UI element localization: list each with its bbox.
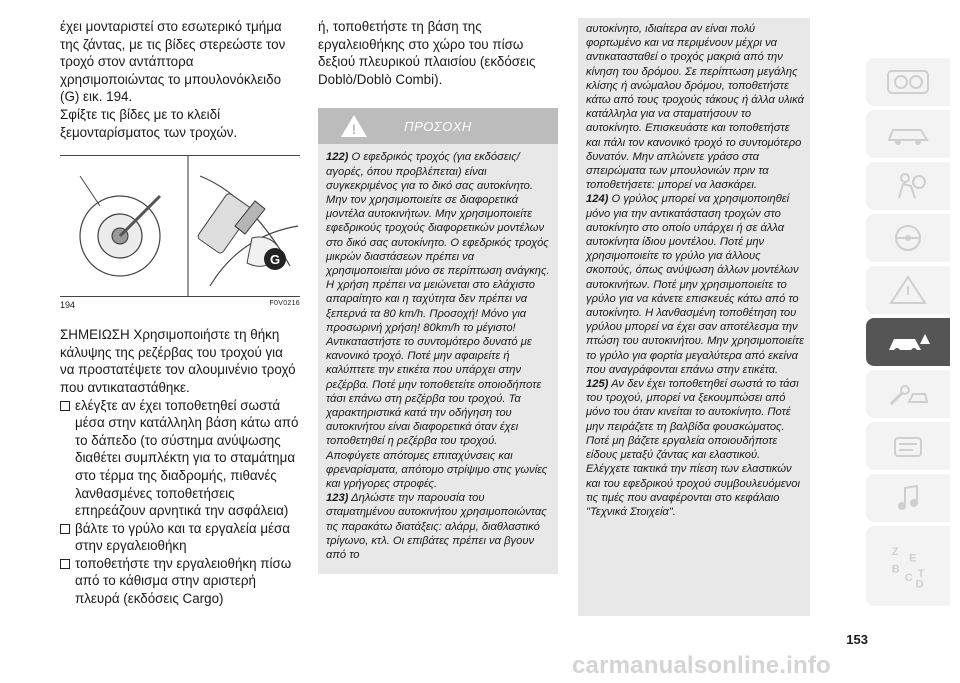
svg-text:C: C: [904, 572, 913, 585]
warning-triangle-icon: [340, 114, 368, 138]
tab-car[interactable]: [866, 110, 950, 158]
warning-header: [318, 108, 558, 144]
wheel-illustration: [60, 156, 300, 296]
tab-driving[interactable]: [866, 214, 950, 262]
figure-label-g: G: [269, 252, 281, 268]
warning-triangle-icon: [885, 274, 931, 306]
body-paragraph: ή, τοποθετήστε τη βάση της εργαλειοθήκης στο χώρο του πίσω δεξιού πλευρικού πλαισίου (εκδόσεις Doblò/Doblò Combi).: [318, 19, 536, 87]
tab-safety[interactable]: [866, 162, 950, 210]
breakdown-car-icon: [885, 326, 931, 358]
page-number: 153: [846, 632, 868, 647]
column-2: [318, 18, 558, 574]
warning-title: ΠΡΟΣΟΧΗ: [404, 118, 472, 134]
steering-wheel-icon: [885, 222, 931, 254]
bullet-text: βάλτε το γρύλο και τα εργαλεία μέσα στην εργαλειοθήκη: [75, 520, 291, 554]
svg-text:!: !: [351, 121, 357, 138]
wrench-car-icon: [885, 378, 931, 410]
warning-124: 124) Ο γρύλος μπορεί να χρησιμοποιηθεί μόνο για την αντικατάσταση τροχών στο αυτοκίνητο στο οποίο υπάρχει ή σε άλλα αυτοκίνητα ίδιου μοντέλου. Ποτέ μην χρησιμοποιείτε το γρύλο για άλλους σκοπούς, όπως ανύψωση άλλων μοντέλων αυτοκινήτων. Ποτέ μην χρησιμοποιείτε το γρύλο για να κάνετε επισκευές κάτω από το αυτοκίνητο. Η λανθασμένη τοποθέτηση του γρύλου μπορεί να έχει σαν αποτέλεσμα την πτώση του αυτοκινήτου. Μην χρησιμοποιείτε το γρύλο για φορτία μεγαλύτερα από εκείνα που αναγράφονται επάνω στην ετικέτα.: [586, 193, 805, 376]
tab-warning-lights[interactable]: [866, 266, 950, 314]
svg-text:D: D: [915, 578, 924, 591]
tab-technical-data[interactable]: [866, 422, 950, 470]
tab-dashboard[interactable]: [866, 58, 950, 106]
figure-code: F0V0216: [269, 300, 300, 308]
airbag-person-icon: [885, 170, 931, 202]
bullet-text: ελέγξτε αν έχει τοποθετηθεί σωστά μέσα στην κατάλληλη βάση κάτω από το δάπεδο (το σύστημα ανύψωσης διαθέτει συμπλέκτη για το σταμάτημα στο τέρμα της διαδρομής, πιθανές λανθασμένες τοποθετήσεις επηρεάζουν αρνητικά την ασφάλεια): [75, 397, 299, 519]
body-paragraph: Σφίξτε τις βίδες με το κλειδί ξεμονταρίσματος των τροχών.: [60, 106, 238, 140]
tab-maintenance[interactable]: [866, 370, 950, 418]
checkbox-bullet-icon: [60, 401, 70, 411]
watermark: carmanualsonline.info: [572, 652, 831, 679]
svg-text:B: B: [891, 563, 900, 576]
bullet-item: [60, 397, 300, 520]
body-paragraph: έχει μονταριστεί στο εσωτερικό τμήμα της ζάντας, με τις βίδες στερεώστε τον τροχό στον αντάπτορα χρησιμοποιώντας το μπουλονόκλειδο (G) εικ. 194.: [60, 19, 286, 105]
warning-122: 122) Ο εφεδρικός τροχός (για εκδόσεις/αγορές, όπου προβλέπεται) είναι συγκεκριμένος για το δικό σας αυτοκίνητο. Μην τον χρησιμοποιείτε σε διαφορετικά μοντέλα αυτοκινήτων. Μην χρησιμοποιείτε εφεδρικούς τροχούς διαφορετικών μοντέλων στο δικό σας αυτοκίνητο. Ο εφεδρικός τροχός μικρών διαστάσεων πρέπει να χρησιμοποιείται μόνο σε περίπτωση ανάγκης. Η χρήση πρέπει να μειώνεται στο ελάχιστο απαραίτητο και η ταχύτητα δεν πρέπει να ξεπερνά τα 80 km/h. Προσοχή! Μόνο για προσωρινή χρήση! 80km/h το μέγιστο! Αντικαταστήστε το συντομότερο δυνατό με κανονικό τροχό. Ποτέ μην αφαιρείτε ή καλύπτετε την ετικέτα που υπάρχει στην ρεζέρβα. Ποτέ μην τοποθετείτε οποιοδήποτε τάσι επάνω στη ρεζέρβα του τροχού. Τα χαρακτηριστικά κατά την οδήγηση του αυτοκινήτου είναι διαφορετικά όταν έχει τοποθετηθεί η ρεζέρβα του τροχού. Αποφύγετε απότομες επιταχύνσεις και φρεναρίσματα, απότομο στρίψιμο στις γωνίες και γρήγορες στροφές.: [326, 151, 550, 491]
bullet-item: [60, 555, 300, 608]
checkbox-bullet-icon: [60, 524, 70, 534]
column-1: [60, 18, 300, 608]
note-paragraph: ΣΗΜΕΙΩΣΗ Χρησιμοποιήστε τη θήκη κάλυψης της ρεζέρβας του τροχού για να προστατέψετε τον αλουμινένιο τροχό που αντικαταστάθηκε.: [60, 327, 296, 395]
chapter-sidebar: [866, 58, 950, 610]
svg-text:E: E: [909, 552, 917, 565]
warning-continued: αυτοκίνητο, ιδιαίτερα αν είναι πολύ φορτωμένο και να περιμένουν μέχρι να αντικατασταθεί ο τροχός μακριά από την κίνηση του δρόμου. Σε περίπτωση μεγάλης κλίσης ή ανώμαλου δρόμου, τοποθετήστε κάτω από τους τροχούς τάκους ή άλλα υλικά κατάλληλα για να σταματήσουν το αυτοκίνητο. Επισκευάστε και τοποθετήστε και πάλι τον κανονικό τροχό το συντομότερο δυνατόν. Μην απλώνετε γράσο στα σπειρώματα των μπουλονιών πριν τα τοποθετήσετε: μπορεί να λασκάρει.: [586, 23, 804, 192]
warning-body-continued: [578, 18, 810, 616]
warning-125: 125) Αν δεν έχει τοποθετηθεί σωστά το τάσι του τροχού, μπορεί να ξεκουμπώσει από μόνο του όταν κινείται το αυτοκίνητο. Ποτέ μην πειράζετε τη βαλβίδα φουσκώματος. Ποτέ μη βάζετε εργαλεία οποιουδήποτε είδους μεταξύ ζάντας και ελαστικού. Ελέγχετε τακτικά την πίεση των ελαστικών και του εφεδρικού τροχού συμβουλευόμενοι τις τιμές που αναφέρονται στο κεφάλαιο "Τεχνικά Στοιχεία".: [586, 378, 800, 518]
music-note-icon: [885, 482, 931, 514]
alphabet-index-icon: [883, 536, 933, 596]
dashboard-icon: [885, 66, 931, 98]
figure-caption: [60, 300, 300, 310]
svg-text:T: T: [917, 567, 925, 580]
warning-123: 123) Δηλώστε την παρουσία του σταματημένου αυτοκινήτου χρησιμοποιώντας τις παρακάτω διατάξεις: αλάρμ, διαθλαστικό τρίγωνο, κτλ. Οι επιβάτες πρέπει να βγουν από το: [326, 492, 547, 562]
tab-index[interactable]: [866, 526, 950, 606]
checkbox-bullet-icon: [60, 559, 70, 569]
car-icon: [885, 118, 931, 150]
bullet-text: τοποθετήστε την εργαλειοθήκη πίσω από το κάθισμα στην αριστερή πλευρά (εκδόσεις Cargo): [75, 555, 292, 607]
warning-body: [318, 144, 558, 574]
column-3: [578, 18, 810, 616]
svg-text:Z: Z: [891, 546, 899, 559]
tab-multimedia[interactable]: [866, 474, 950, 522]
wrench-car-icon: [885, 430, 931, 462]
wheel-mounting-figure: [60, 155, 300, 297]
bullet-item: [60, 520, 300, 555]
tab-emergency[interactable]: [866, 318, 950, 366]
figure-number: 194: [60, 300, 76, 311]
